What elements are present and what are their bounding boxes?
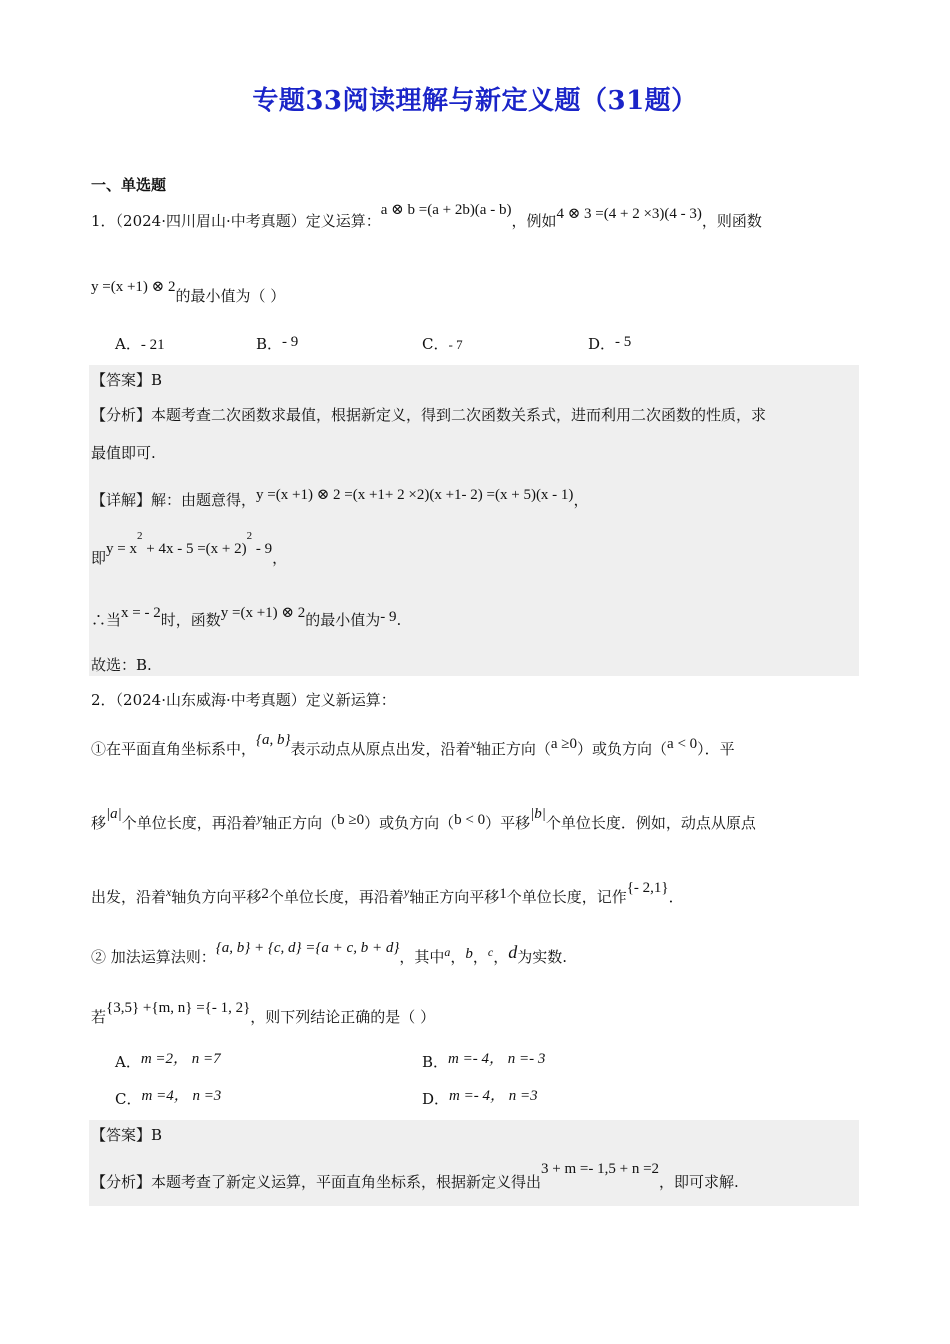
q2-para4: [91, 940, 567, 968]
math: {a, b} + {c, d} ={a + c, b + d}: [215, 940, 400, 956]
conclusion-formula: x = - 2: [121, 605, 161, 621]
section-heading: 一、单选题: [91, 176, 167, 194]
ji-formula-part: - 9: [252, 541, 273, 557]
analysis-tag: 【分析】: [91, 1173, 152, 1191]
text: ）或负方向（: [364, 814, 455, 832]
analysis-end: ，即可求解.: [659, 1173, 739, 1191]
analysis-tag: 【分析】: [91, 406, 152, 424]
option-label: C．: [115, 1090, 142, 1108]
text: ，其中: [399, 948, 445, 966]
detail-end: ，: [573, 491, 589, 509]
detail-tag: 【详解】: [91, 491, 152, 509]
math: a < 0: [667, 736, 698, 752]
text: 轴正方向（: [262, 814, 338, 832]
conclusion-end: .: [396, 611, 402, 629]
text: ①在平面直角坐标系中，: [91, 740, 257, 758]
ji-formula-part: y = x: [106, 541, 137, 557]
page-title: 专题33阅读理解与新定义题（31题）: [252, 86, 698, 116]
answer-tag: 【答案】: [91, 371, 152, 389]
math: {3,5} +{m, n} ={- 1, 2}: [106, 1000, 251, 1016]
q2-solution-box: [89, 1120, 859, 1206]
q1-option-c[interactable]: [422, 334, 463, 355]
math: {- 2,1}: [626, 880, 669, 896]
ji-exponent: 2: [246, 530, 253, 542]
math: |b|: [530, 806, 546, 822]
text: ）．平: [697, 740, 735, 758]
q1-option-d[interactable]: [588, 334, 631, 355]
q2-analysis: [91, 1161, 739, 1193]
q1-answer: [91, 370, 162, 390]
q1-question-tail: 的最小值为（ ）: [175, 287, 286, 305]
text: 个单位长度．例如，动点从原点: [545, 814, 756, 832]
option-value: m =- 4， n =3: [449, 1088, 538, 1104]
math: b: [465, 946, 473, 962]
q2-para2: [91, 806, 756, 834]
ji-end: ，: [272, 549, 288, 567]
q1-mid-text: ，例如: [511, 212, 557, 230]
text: 轴正方向（: [475, 740, 551, 758]
math: 2: [261, 886, 269, 902]
text: 个单位长度，再沿着: [268, 888, 404, 906]
text: 为实数.: [517, 948, 567, 966]
conclusion-formula: - 9: [380, 609, 397, 625]
ji-exponent: 2: [136, 530, 143, 542]
q2-answer: [91, 1125, 162, 1145]
q1-source: （2024·四川眉山·中考真题）定义运算：: [115, 212, 381, 230]
q1-stem: [91, 202, 762, 232]
q1-detail: [91, 487, 589, 511]
answer-tag: 【答案】: [91, 1126, 152, 1144]
option-label: A．: [115, 335, 141, 353]
q1-analysis: [91, 405, 766, 425]
text: ）或负方向（: [577, 740, 668, 758]
q1-end-text: ，则函数: [701, 212, 762, 230]
text: ，: [450, 948, 466, 966]
option-label: B．: [256, 335, 283, 353]
option-label: B．: [422, 1053, 449, 1071]
q1-choose: 故选：B.: [91, 656, 152, 674]
q2-para1: [91, 732, 735, 760]
conclusion-text: 的最小值为: [305, 611, 381, 629]
conclusion-formula: y =(x +1) ⊗ 2: [220, 605, 306, 621]
detail-formula: y =(x +1) ⊗ 2 =(x +1+ 2 ×2)(x +1- 2) =(x + 5)(x - 1): [256, 487, 574, 503]
text: ．: [668, 888, 684, 906]
text: 轴正方向平移: [409, 888, 500, 906]
math: b ≥0: [337, 812, 365, 828]
analysis-formula: 3 + m =- 1,5 + n =2: [541, 1161, 660, 1177]
option-label: C．: [422, 335, 449, 353]
text: ，则下列结论正确的是（ ）: [250, 1008, 436, 1026]
text: ）平移: [485, 814, 531, 832]
q1-conclusion: [91, 605, 402, 631]
math: |a|: [106, 806, 122, 822]
q1-ji-line: [91, 530, 288, 570]
ji-text: 即: [91, 549, 107, 567]
conclusion-prefix: ∴当: [91, 611, 122, 629]
ji-formula: [106, 530, 273, 557]
option-value: - 7: [448, 337, 463, 352]
detail-text: 解：由题意得，: [151, 491, 257, 509]
math: y: [256, 811, 263, 825]
option-label: A．: [115, 1053, 141, 1071]
math: y: [403, 885, 410, 899]
text: ，: [472, 948, 488, 966]
q2-source: （2024·山东威海·中考真题）定义新运算：: [115, 691, 396, 709]
math: c: [487, 945, 494, 959]
analysis-text: 本题考查二次函数求最值，根据新定义，得到二次函数关系式，进而利用二次函数的性质，求: [151, 406, 767, 424]
text: 个单位长度，再沿着: [121, 814, 257, 832]
math: {a, b}: [256, 732, 291, 748]
math: b < 0: [454, 812, 486, 828]
text: 出发，沿着: [91, 888, 167, 906]
option-value: - 5: [615, 334, 632, 350]
text: 表示动点从原点出发，沿着: [290, 740, 471, 758]
math: d: [508, 942, 518, 962]
q1-definition-formula: a ⊗ b =(a + 2b)(a - b): [380, 202, 512, 218]
q2-para5: [91, 1000, 436, 1028]
math: 1: [499, 886, 507, 902]
answer-value: B: [151, 1126, 163, 1144]
option-value: m =2， n =7: [140, 1051, 221, 1067]
answer-value: B: [151, 371, 163, 389]
q2-option-d[interactable]: [422, 1089, 538, 1110]
text: ，: [493, 948, 509, 966]
option-value: - 21: [140, 337, 165, 353]
q2-para3: [91, 880, 684, 908]
q1-number: 1．: [91, 212, 116, 230]
math: a: [444, 945, 451, 959]
q1-example-formula: 4 ⊗ 3 =(4 + 2 ×3)(4 - 3): [556, 206, 702, 222]
analysis-text: 本题考查了新定义运算，平面直角坐标系，根据新定义得出: [151, 1173, 542, 1191]
text: 移: [91, 814, 107, 832]
ji-formula-part: + 4x - 5 =(x + 2): [142, 541, 247, 557]
text: ② 加法运算法则：: [91, 948, 216, 966]
q2-stem: [91, 690, 396, 710]
option-label: D．: [588, 335, 616, 353]
q2-option-a[interactable]: [115, 1052, 221, 1073]
option-value: - 9: [282, 334, 299, 350]
q1-option-b[interactable]: [256, 334, 298, 355]
option-label: D．: [422, 1090, 450, 1108]
q2-number: 2．: [91, 691, 116, 709]
conclusion-text: 时，函数: [160, 611, 221, 629]
math: x: [470, 737, 476, 751]
option-value: m =- 4， n =- 3: [448, 1051, 546, 1067]
q1-analysis-line2: 最值即可.: [91, 444, 156, 462]
q2-option-c[interactable]: [115, 1089, 221, 1110]
q1-function-formula: y =(x +1) ⊗ 2: [91, 279, 176, 295]
text: 轴负方向平移: [171, 888, 262, 906]
q2-option-b[interactable]: [422, 1052, 545, 1073]
text: 若: [91, 1008, 107, 1026]
text: 个单位长度，记作: [506, 888, 627, 906]
math: x: [166, 885, 172, 899]
math: a ≥0: [550, 736, 578, 752]
q1-stem-line2: [91, 279, 286, 307]
q1-option-a[interactable]: [115, 334, 165, 355]
option-value: m =4， n =3: [141, 1088, 222, 1104]
